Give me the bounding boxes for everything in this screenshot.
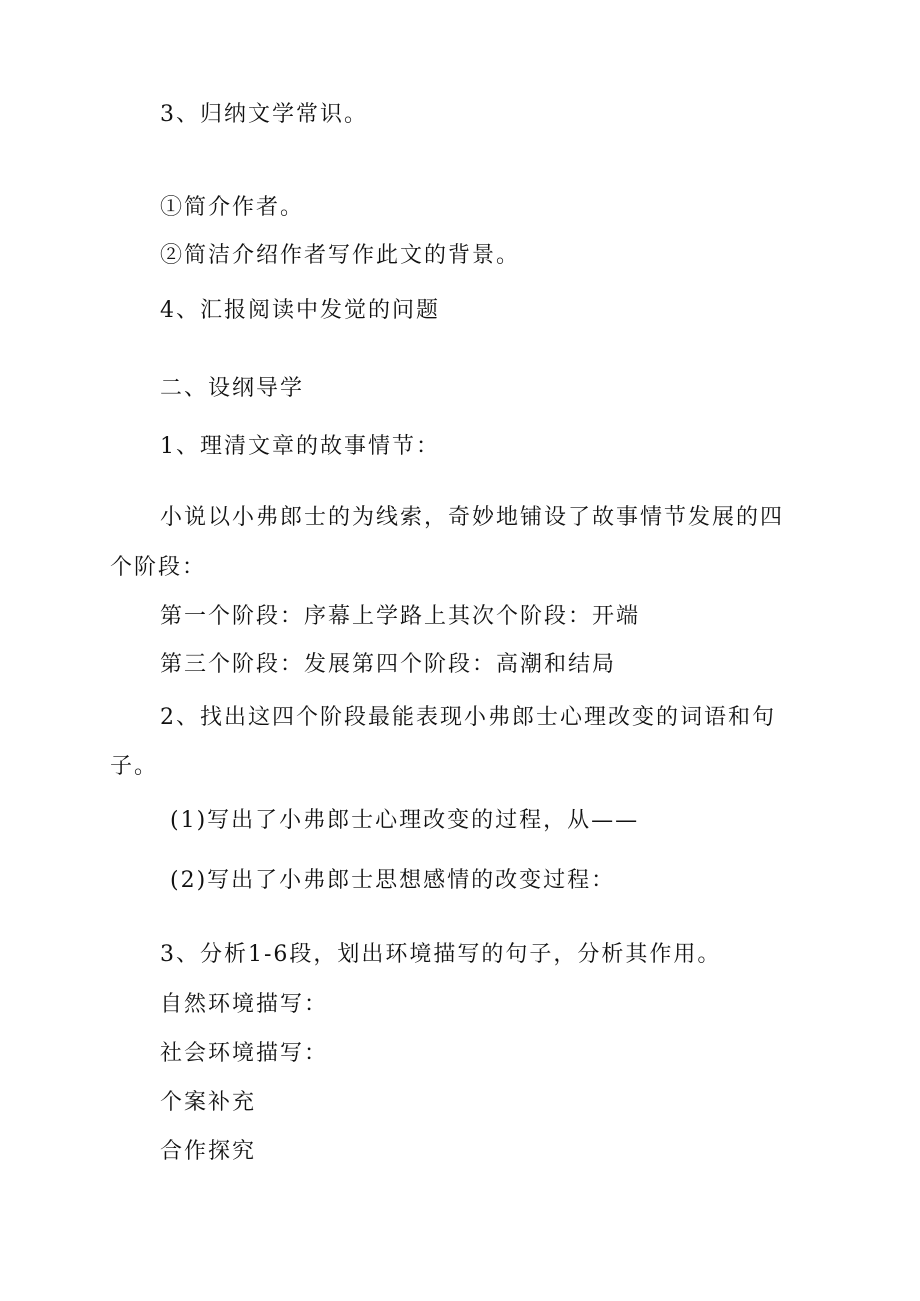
- paragraph-line: 子。: [110, 754, 159, 779]
- paragraph-line: 2、找出这四个阶段最能表现小弗郎士心理改变的词语和句: [160, 705, 776, 730]
- text-line: 第一个阶段：序幕上学路上其次个阶段：开端: [160, 604, 641, 629]
- text-line: (2)写出了小弗郎士思想感情的改变过程：: [170, 868, 616, 893]
- text-line: 4、汇报阅读中发觉的问题: [160, 298, 440, 323]
- text-line: 社会环境描写：: [160, 1041, 329, 1066]
- text-line: ①简介作者。: [160, 195, 305, 220]
- text-line: 个案补充: [160, 1090, 257, 1115]
- text-line: 1、理清文章的故事情节：: [160, 434, 440, 459]
- text-line: (1)写出了小弗郎士心理改变的过程，从——: [170, 808, 640, 833]
- text-line: 3、归纳文学常识。: [160, 102, 368, 127]
- text-line: 合作探究: [160, 1139, 257, 1164]
- paragraph-line: 小说以小弗郎士的为线索，奇妙地铺设了故事情节发展的四: [160, 505, 785, 530]
- text-line: 3、分析1-6段，划出环境描写的句子，分析其作用。: [160, 942, 722, 967]
- section-heading: 二、设纲导学: [160, 376, 305, 401]
- text-line: 自然环境描写：: [160, 992, 329, 1017]
- text-line: 第三个阶段：发展第四个阶段：高潮和结局: [160, 652, 617, 677]
- text-line: ②简洁介绍作者写作此文的背景。: [160, 243, 521, 268]
- paragraph-line: 个阶段：: [110, 555, 207, 580]
